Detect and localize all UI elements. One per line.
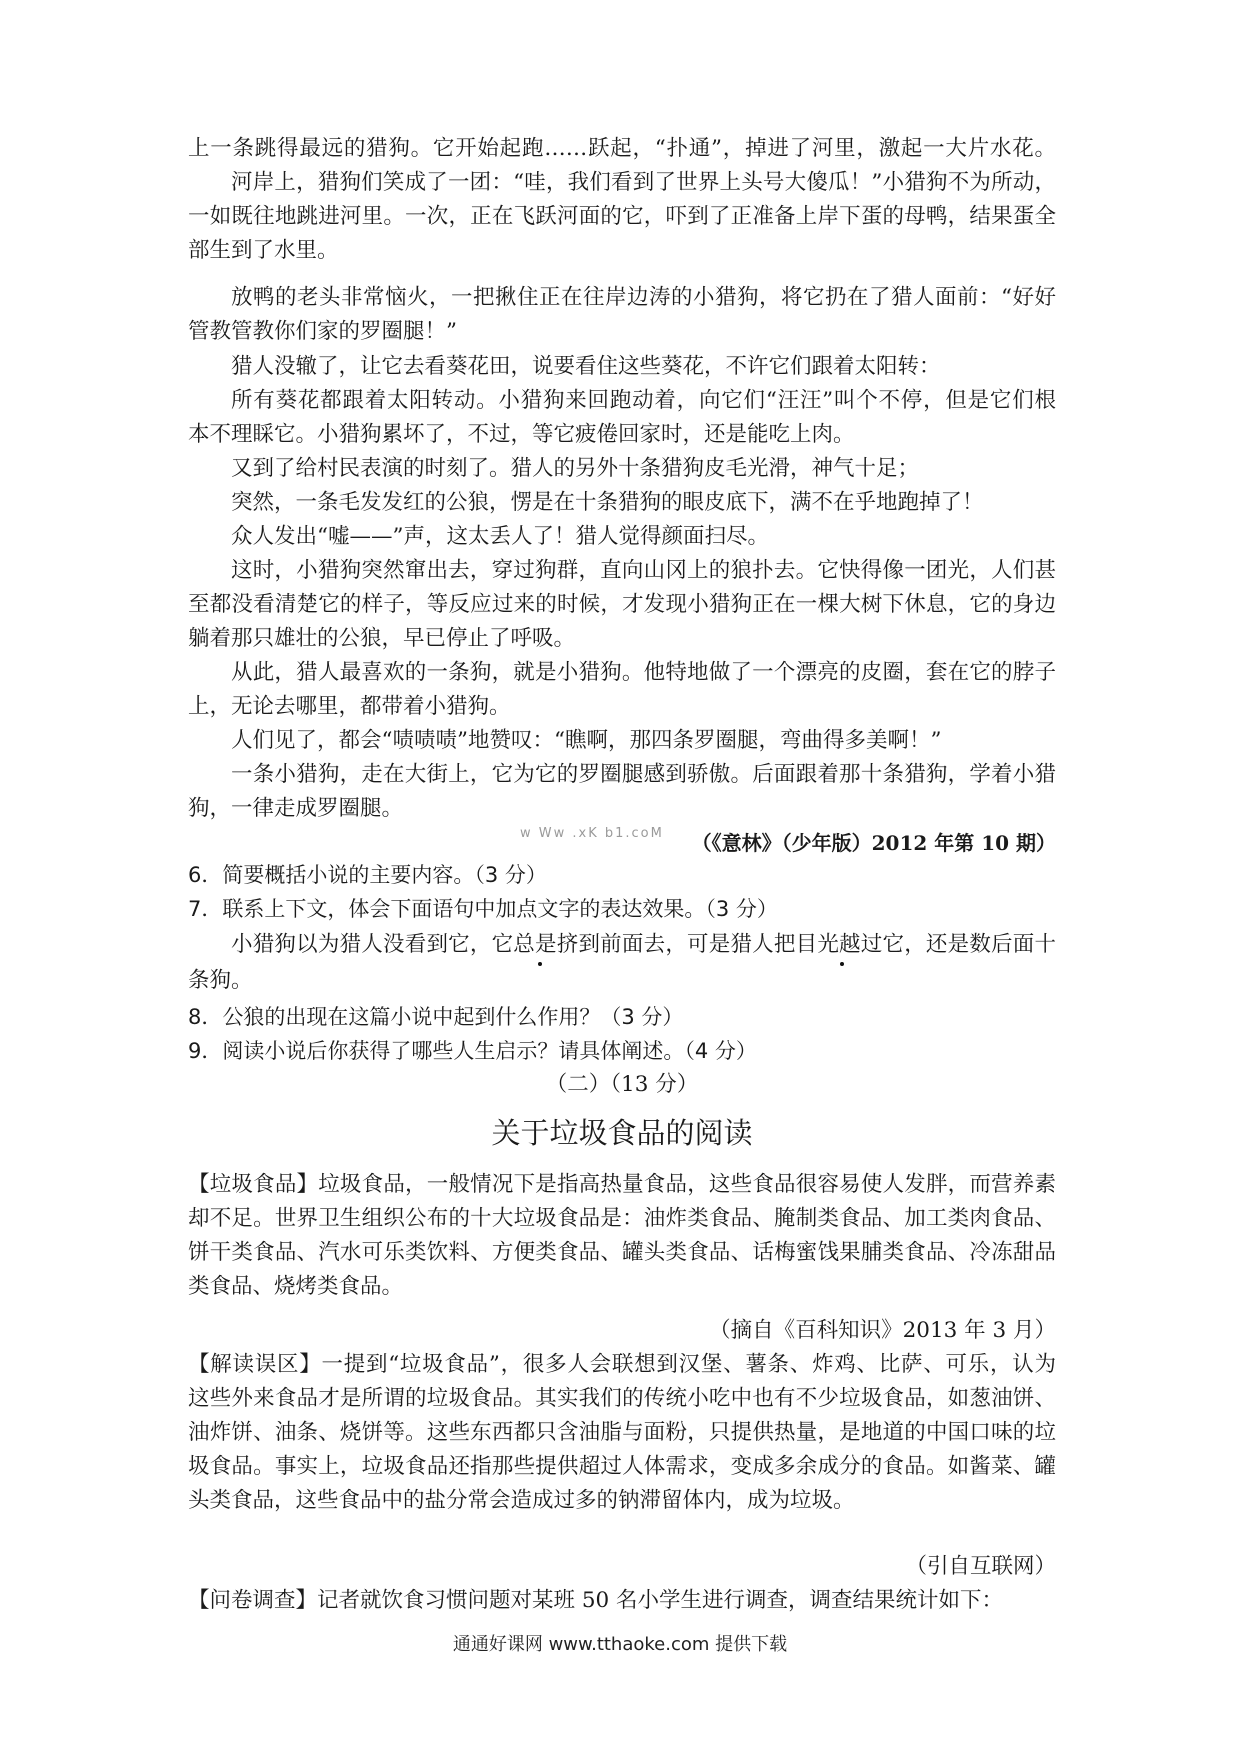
story-source: （《意林》（少年版）2012 年第 10 期） [691,831,1056,855]
story-line: 上一条跳得最远的猎狗。它开始起跑……跃起，“扑通”，掉进了河里，激起一大片水花。 [188,136,1056,161]
reading-line: 这些外来食品才是所谓的垃圾食品。其实我们的传统小吃中也有不少垃圾食品，如葱油饼、 [188,1386,1056,1411]
story-line: 躺着那只雄壮的公狼，早已停止了呼吸。 [188,626,576,651]
story-line: 众人发出“嘘——”声，这太丢人了！猎人觉得颜面扫尽。 [231,524,769,549]
reading-line: 油炸饼、油条、烧饼等。这些东西都只含油脂与面粉，只提供热量，是地道的中国口味的垃 [188,1420,1056,1445]
story-line: 河岸上，猎狗们笑成了一团：“哇，我们看到了世界上头号大傻瓜！”小猎狗不为所动， [231,170,1056,195]
story-line: 部生到了水里。 [188,238,339,263]
question-8: 8．公狼的出现在这篇小说中起到什么作用？（3 分） [188,1005,684,1029]
reading-line: 头类食品，这些食品中的盐分常会造成过多的钠滞留体内，成为垃圾。 [188,1488,855,1513]
question-7: 7．联系上下文，体会下面语句中加点文字的表达效果。（3 分） [188,897,778,921]
story-line: 上，无论去哪里，都带着小猎狗。 [188,694,511,719]
story-line: 狗，一律走成罗圈腿。 [188,796,404,821]
story-line: 又到了给村民表演的时刻了。猎人的另外十条猎狗皮毛光滑，神气十足； [231,456,920,481]
story-line: 突然，一条毛发发红的公狼，愣是在十条猎狗的眼皮底下，满不在乎地跑掉了！ [231,490,984,515]
story-line: 至都没看清楚它的样子，等反应过来的时候，才发现小猎狗正在一棵大树下休息，它的身边 [188,592,1056,617]
story-line: 从此，猎人最喜欢的一条狗，就是小猎狗。他特地做了一个漂亮的皮圈，套在它的脖子 [231,660,1056,685]
story-line: 放鸭的老头非常恼火，一把揪住正在往岸边涛的小猎狗，将它扔在了猎人面前：“好好 [231,285,1056,310]
reading-line: 类食品、烧烤类食品。 [188,1274,404,1299]
reading-source: （引自互联网） [905,1554,1056,1579]
reading-line: 【解读误区】一提到“垃圾食品”，很多人会联想到汉堡、薯条、炸鸡、比萨、可乐，认为 [188,1352,1056,1377]
section-2-heading: （二）（13 分） [545,1072,699,1097]
story-line: 猎人没辙了，让它去看葵花田，说要看住这些葵花，不许它们跟着太阳转： [231,354,941,379]
footer-text: 通通好课网 www.tthaoke.com 提供下载 [452,1634,788,1655]
emphasis-dot [538,962,542,966]
story-line: 管教管教你们家的罗圈腿！” [188,319,457,344]
story-line: 这时，小猎狗突然窜出去，穿过狗群，直向山冈上的狼扑去。它快得像一团光，人们甚 [231,558,1056,583]
reading-source: （摘自《百科知识》2013 年 3 月） [709,1318,1056,1343]
question-6: 6．简要概括小说的主要内容。（3 分） [188,863,547,887]
story-line: 所有葵花都跟着太阳转动。小猎狗来回跑动着，向它们“汪汪”叫个不停，但是它们根 [231,388,1056,413]
story-line: 本不理睬它。小猎狗累坏了，不过，等它疲倦回家时，还是能吃上肉。 [188,422,855,447]
reading-line: 却不足。世界卫生组织公布的十大垃圾食品是：油炸类食品、腌制类食品、加工类肉食品、 [188,1206,1056,1231]
reading-line: 【问卷调查】记者就饮食习惯问题对某班 50 名小学生进行调查，调查结果统计如下： [188,1588,1004,1613]
section-2-title: 关于垃圾食品的阅读 [491,1116,753,1150]
reading-line: 饼干类食品、汽水可乐类饮料、方便类食品、罐头类食品、话梅蜜饯果脯类食品、冷冻甜品 [188,1240,1056,1265]
story-line: 人们见了，都会“啧啧啧”地赞叹：“瞧啊，那四条罗圈腿，弯曲得多美啊！” [231,728,942,753]
emphasis-dot [840,962,844,966]
story-line: 一条小猎狗，走在大街上，它为它的罗圈腿感到骄傲。后面跟着那十条猎狗，学着小猎 [231,762,1056,787]
story-line: 一如既往地跳进河里。一次，正在飞跃河面的它，吓到了正准备上岸下蛋的母鸭，结果蛋全 [188,204,1056,229]
question-9: 9．阅读小说后你获得了哪些人生启示？请具体阐述。（4 分） [188,1039,757,1063]
question-7-quote: 小猎狗以为猎人没看到它，它总是挤到前面去，可是猎人把目光越过它，还是数后面十 [231,932,1056,957]
question-7-quote: 条狗。 [188,968,253,993]
reading-line: 圾食品。事实上，垃圾食品还指那些提供超过人体需求，变成多余成分的食品。如酱菜、罐 [188,1454,1056,1479]
reading-line: 【垃圾食品】垃圾食品，一般情况下是指高热量食品，这些食品很容易使人发胖，而营养素 [188,1172,1056,1197]
watermark-text: w Ww .xK b1.coM [520,826,664,841]
